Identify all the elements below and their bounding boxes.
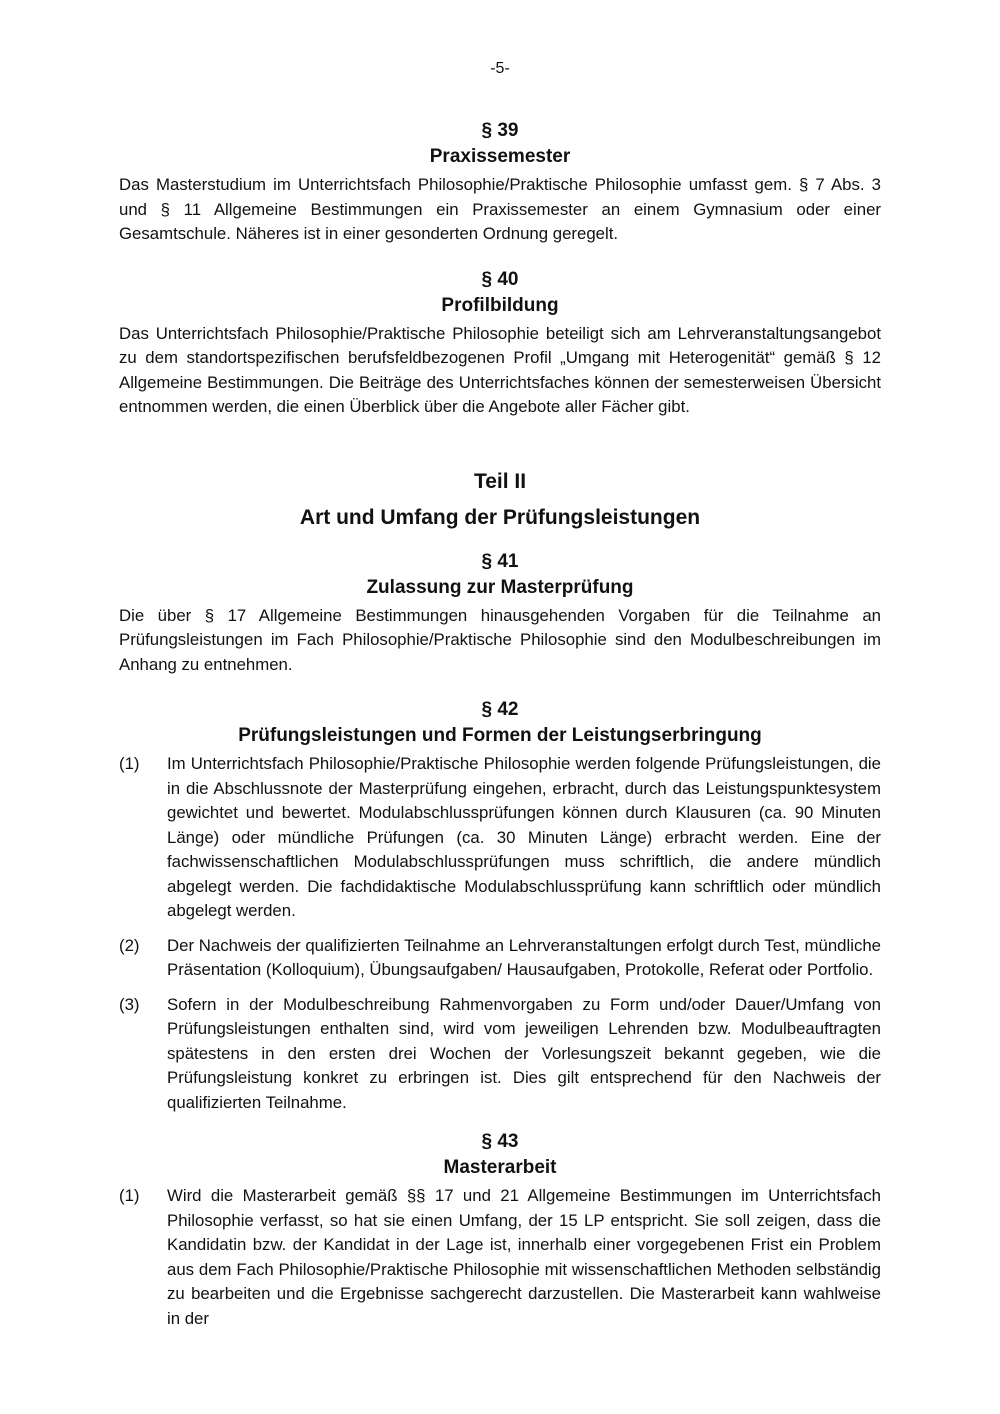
section-42-number: § 42 xyxy=(481,699,519,720)
section-39 xyxy=(119,118,881,247)
section-42-title: Prüfungsleistungen und Formen der Leistungserbringung xyxy=(238,725,762,746)
item-text: Wird die Masterarbeit gemäß §§ 17 und 21 Allgemeine Bestimmungen im Unterrichtsfach Philosophie verfasst, so hat sie einen Umfang, der 15 LP entspricht. Sie soll zeigen, dass die Kandidatin bzw. der Kandidat in der Lage ist, innerhalb einer vorgegebenen Frist ein Problem aus dem Fach Philosophie/Praktische Philosophie mit wissenschaftlichen Methoden selbständig zu bearbeiten und die Ergebnisse sachgerecht darzustellen. Die Masterarbeit kann wahlweise in der xyxy=(167,1186,881,1328)
section-39-title: Praxissemester xyxy=(429,146,571,167)
item-text: Im Unterrichtsfach Philosophie/Praktische Philosophie werden folgende Prüfungsleistungen, die in die Abschlussnote der Masterprüfung eingehen, erbracht, durch das Leistungspunktesystem gewichtet und bewertet. Modulabschlussprüfungen können durch Klausuren (ca. 90 Minuten Länge) oder mündliche Prüfungen (ca. 30 Minuten Länge) erbracht werden. Eine der fachwissenschaftlichen Modulabschlussprüfungen muss schriftlich, die andere mündlich abgelegt werden. Die fachdidaktische Modulabschlussprüfung kann schriftlich oder mündlich abgelegt werden. xyxy=(167,754,881,920)
section-41-heading xyxy=(119,549,881,601)
section-40-text: Das Unterrichtsfach Philosophie/Praktische Philosophie beteiligt sich am Lehrveranstaltungsangebot zu dem standortspezifischen berufsfeldbezogenen Profil „Umgang mit Heterogenität“ gemäß § 12 Allgemeine Bestimmungen. Die Beiträge des Unterrichtsfaches können der semesterweisen Übersicht entnommen werden, die einen Überblick über die Angebote aller Fächer gibt. xyxy=(119,323,881,416)
section-41-number: § 41 xyxy=(481,550,519,572)
section-39-heading xyxy=(119,118,881,170)
item-text: Der Nachweis der qualifizierten Teilnahme an Lehrveranstaltungen erfolgt durch Test, mündliche Präsentation (Kolloquium), Übungsaufgaben/ Hausaufgaben, Protokolle, Referat oder Portfolio. xyxy=(167,935,881,979)
section-40 xyxy=(119,267,881,420)
item-label: (2) xyxy=(119,935,140,955)
section-40-heading xyxy=(119,267,881,319)
section-43 xyxy=(119,1129,881,1331)
item-label: (1) xyxy=(119,1186,140,1205)
section-41 xyxy=(119,549,881,678)
page-content xyxy=(119,118,881,1331)
section-39-number: § 39 xyxy=(481,120,519,141)
part-2-heading xyxy=(119,468,881,532)
section-42-item-1 xyxy=(119,752,881,924)
section-40-title: Profilbildung xyxy=(441,294,559,316)
section-43-item-1 xyxy=(119,1184,881,1331)
item-text: Sofern in der Modulbeschreibung Rahmenvorgaben zu Form und/oder Dauer/Umfang von Prüfungsleistungen enthalten sind, wird vom jeweiligen Lehrenden bzw. Modulbeauftragten spätestens in den ersten drei Wochen der Vorlesungszeit bekannt gegeben, wie die Prüfungsleistung konkret zu erbringen ist. Dies gilt entsprechend für den Nachweis der qualifizierten Teilnahme. xyxy=(167,994,881,1112)
section-41-text: Die über § 17 Allgemeine Bestimmungen hinausgehenden Vorgaben für die Teilnahme an Prüfungsleistungen im Fach Philosophie/Praktische Philosophie sind den Modulbeschreibungen im Anhang zu entnehmen. xyxy=(119,605,881,674)
section-40-number: § 40 xyxy=(481,268,519,290)
part-2-subtitle: Art und Umfang der Prüfungsleistungen xyxy=(299,505,701,529)
section-42-heading xyxy=(119,697,881,749)
part-2-title: Teil II xyxy=(473,469,527,493)
section-43-number: § 43 xyxy=(481,1131,519,1152)
section-43-heading xyxy=(119,1129,881,1181)
section-43-title: Masterarbeit xyxy=(443,1157,557,1178)
section-42 xyxy=(119,697,881,1115)
page-number: -5- xyxy=(490,60,510,77)
item-label: (1) xyxy=(119,754,140,773)
section-42-item-2 xyxy=(119,934,881,983)
section-42-item-3 xyxy=(119,993,881,1116)
section-39-text: Das Masterstudium im Unterrichtsfach Philosophie/Praktische Philosophie umfasst gem. § 7 Abs. 3 und § 11 Allgemeine Bestimmungen ein Praxissemester an einem Gymnasium oder einer Gesamtschule. Näheres ist in einer gesonderten Ordnung geregelt. xyxy=(119,175,881,243)
section-41-title: Zulassung zur Masterprüfung xyxy=(366,576,634,598)
item-label: (3) xyxy=(119,994,140,1014)
